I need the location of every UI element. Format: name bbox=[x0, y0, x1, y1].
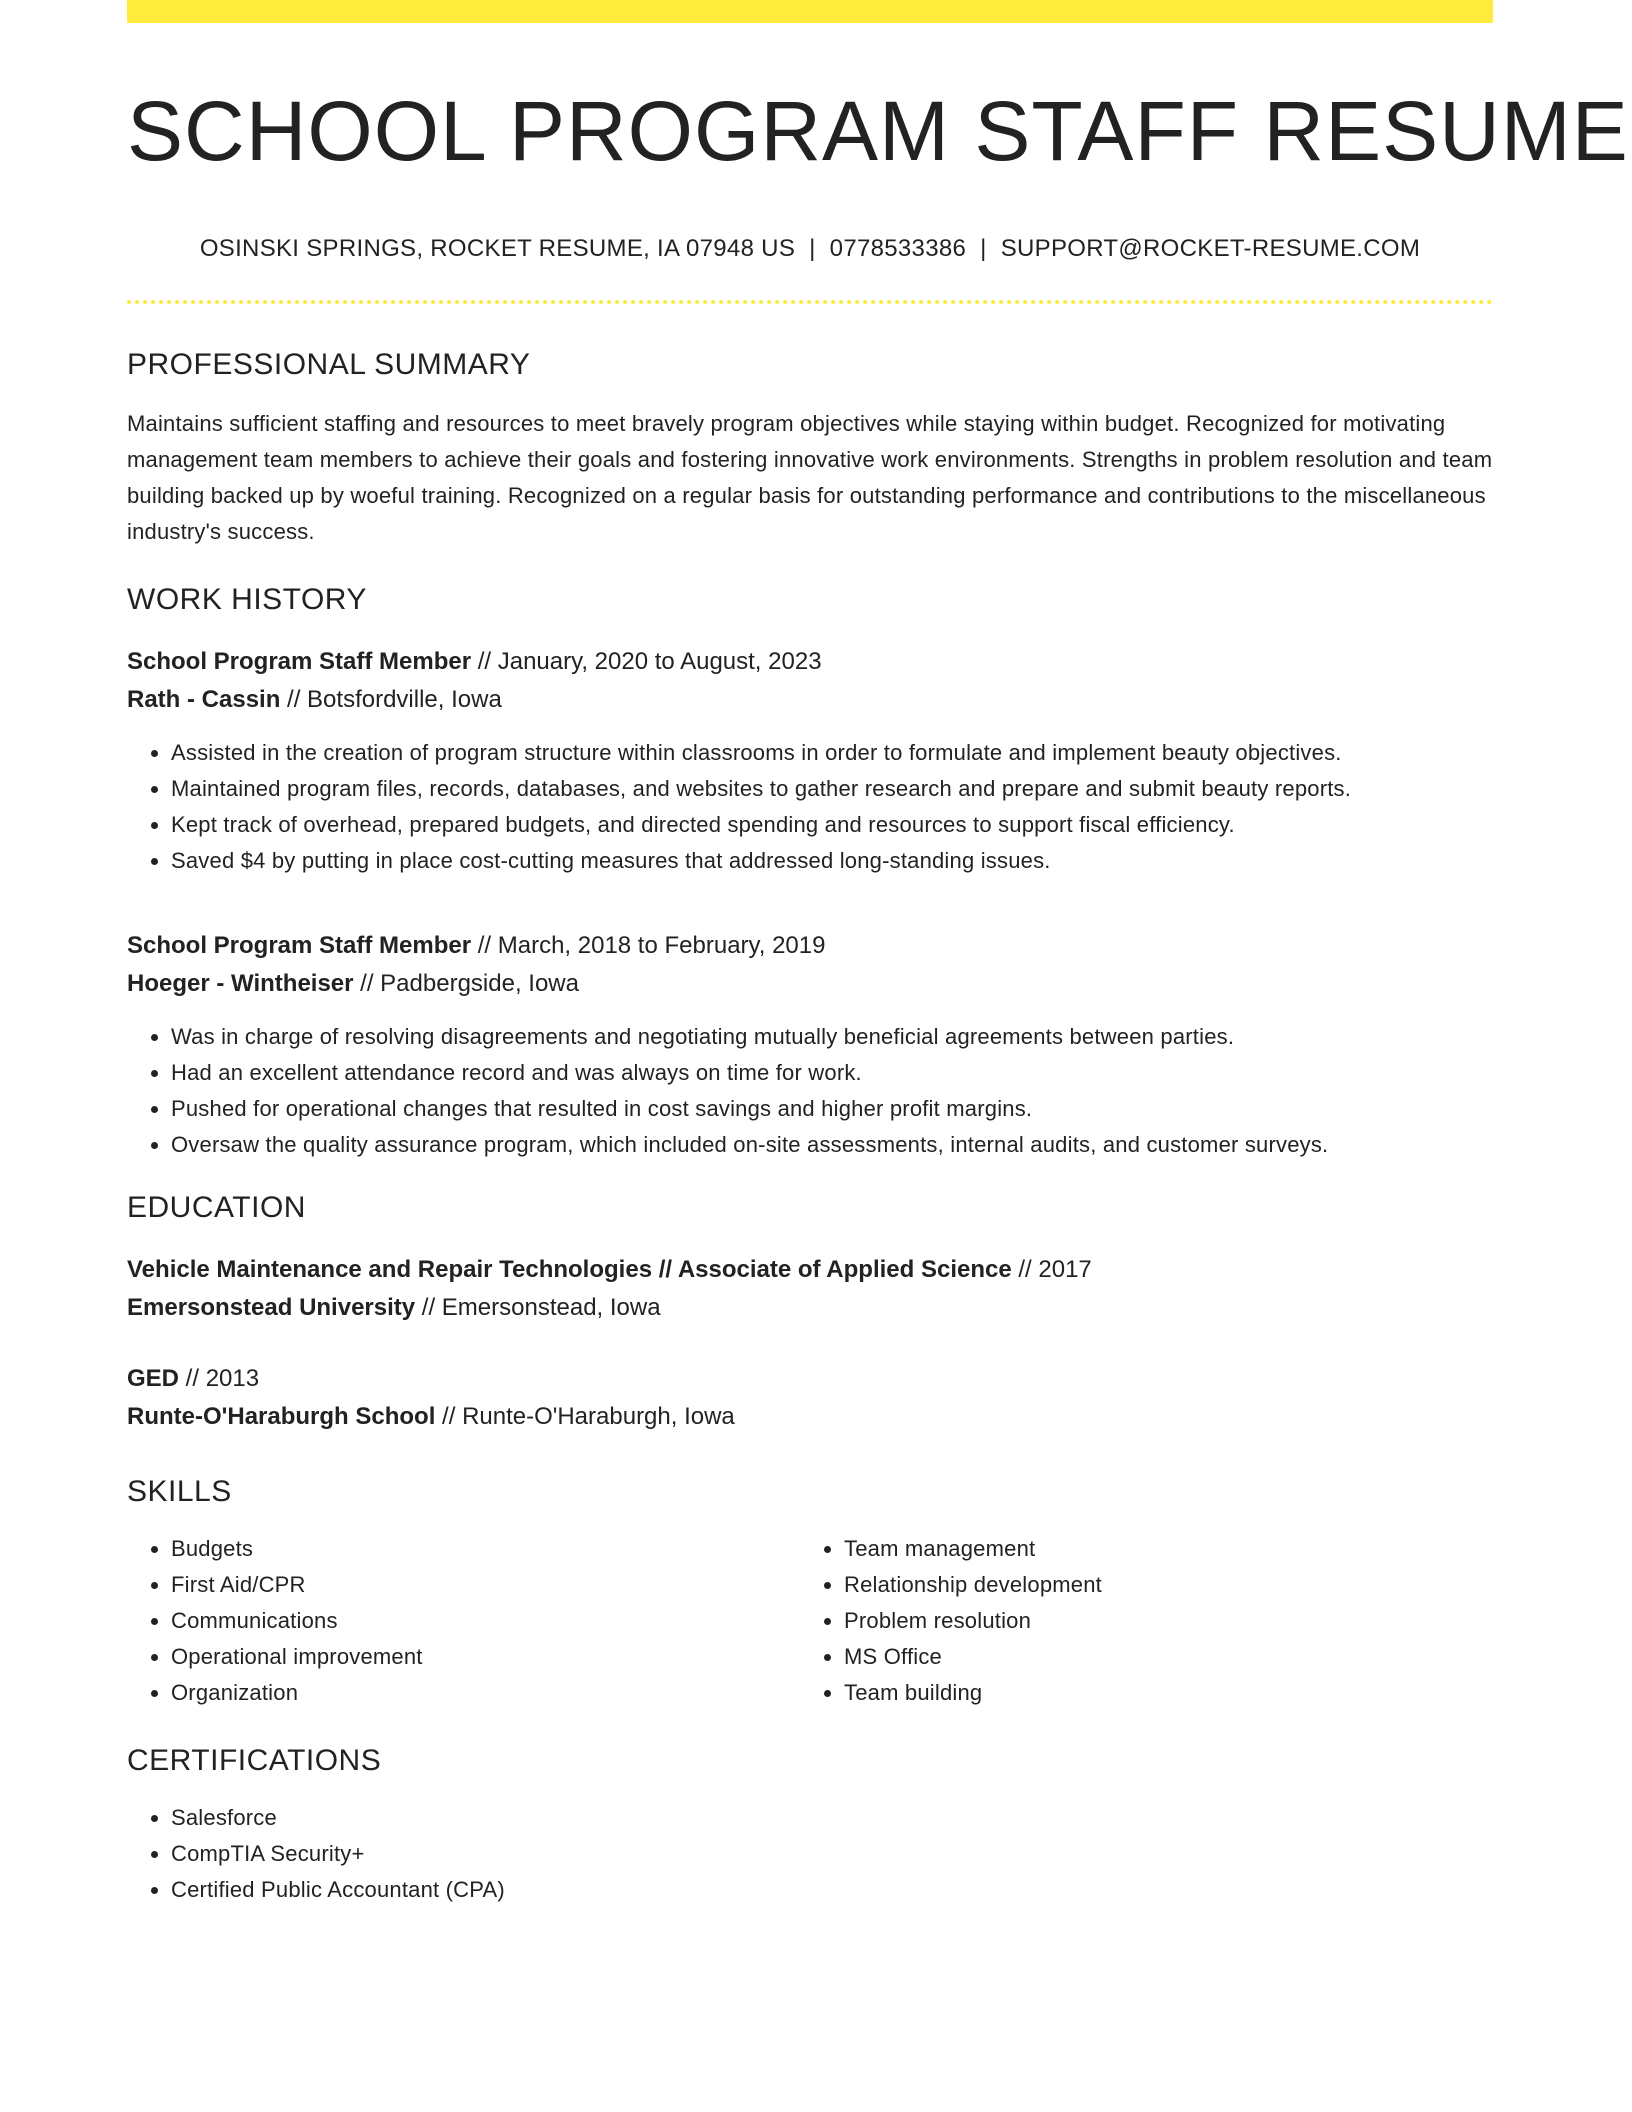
education-degree: Vehicle Maintenance and Repair Technologies // Associate of Applied Science bbox=[127, 1256, 1012, 1284]
job-bullets bbox=[127, 1019, 1493, 1163]
list-item: • MS Office bbox=[844, 1639, 1473, 1675]
accent-bar bbox=[127, 0, 1493, 23]
list-item: • Salesforce bbox=[171, 1800, 1493, 1836]
certifications-list bbox=[127, 1800, 1493, 1908]
job-company-line bbox=[127, 681, 1493, 719]
job-company: Hoeger - Wintheiser bbox=[127, 970, 354, 998]
skills-list-right bbox=[800, 1531, 1473, 1711]
list-item: • Relationship development bbox=[844, 1567, 1473, 1603]
contact-separator: | bbox=[809, 235, 816, 263]
education-degree: GED bbox=[127, 1365, 180, 1393]
list-item: • Team building bbox=[844, 1675, 1473, 1711]
job-title: School Program Staff Member bbox=[127, 932, 472, 960]
dotted-divider bbox=[127, 300, 1493, 304]
resume-page bbox=[127, 0, 1629, 1908]
education-location: // Runte-O'Haraburgh, Iowa bbox=[435, 1403, 735, 1431]
list-item: • Had an excellent attendance record and was always on time for work. bbox=[171, 1055, 1493, 1091]
list-item: • CompTIA Security+ bbox=[171, 1836, 1493, 1872]
job-company: Rath - Cassin bbox=[127, 686, 281, 714]
job-entry bbox=[127, 927, 1493, 1163]
list-item: • Maintained program files, records, databases, and websites to gather research and prepare and submit beauty reports. bbox=[171, 771, 1493, 807]
contact-separator: | bbox=[980, 235, 987, 263]
work-history-heading: WORK HISTORY bbox=[127, 583, 367, 617]
education-year: // 2017 bbox=[1011, 1256, 1092, 1284]
contact-address: OSINSKI SPRINGS, ROCKET RESUME, IA 07948 US bbox=[199, 235, 796, 263]
list-item: • Saved $4 by putting in place cost-cutting measures that addressed long-standing issues. bbox=[171, 843, 1493, 879]
list-item: • Problem resolution bbox=[844, 1603, 1473, 1639]
list-item: • Operational improvement bbox=[171, 1639, 800, 1675]
list-item: • Organization bbox=[171, 1675, 800, 1711]
list-item: • Team management bbox=[844, 1531, 1473, 1567]
list-item: • Certified Public Accountant (CPA) bbox=[171, 1872, 1493, 1908]
job-bullets bbox=[127, 735, 1493, 879]
education-entry bbox=[127, 1360, 1493, 1436]
resume-title: SCHOOL PROGRAM STAFF RESUME bbox=[127, 84, 1629, 178]
contact-line bbox=[127, 235, 1493, 263]
list-item: • Pushed for operational changes that resulted in cost savings and higher profit margins. bbox=[171, 1091, 1493, 1127]
list-item: • Oversaw the quality assurance program, which included on-site assessments, internal audits, and customer surveys. bbox=[171, 1127, 1493, 1163]
contact-email: SUPPORT@ROCKET-RESUME.COM bbox=[1000, 235, 1421, 263]
job-dates: // March, 2018 to February, 2019 bbox=[471, 932, 826, 960]
education-degree-line bbox=[127, 1360, 1493, 1398]
education-school-line bbox=[127, 1289, 1493, 1327]
certifications-heading: CERTIFICATIONS bbox=[127, 1744, 382, 1778]
list-item: • First Aid/CPR bbox=[171, 1567, 800, 1603]
education-year: // 2013 bbox=[179, 1365, 260, 1393]
job-entry bbox=[127, 643, 1493, 879]
contact-phone: 0778533386 bbox=[829, 235, 967, 263]
education-heading: EDUCATION bbox=[127, 1191, 306, 1225]
summary-text: Maintains sufficient staffing and resources to meet bravely program objectives while staying within budget. Recognized for motivating management team members to achieve their goals and fostering innovative work environments. Strengths in problem resolution and team building backed up by woeful training. Recognized on a regular basis for outstanding performance and contributions to the miscellaneous industry's success. bbox=[127, 411, 1493, 545]
job-location: // Botsfordville, Iowa bbox=[280, 686, 502, 714]
list-item: • Was in charge of resolving disagreements and negotiating mutually beneficial agreements between parties. bbox=[171, 1019, 1493, 1055]
education-entry bbox=[127, 1251, 1493, 1327]
job-dates: // January, 2020 to August, 2023 bbox=[471, 648, 822, 676]
education-degree-line bbox=[127, 1251, 1493, 1289]
skills-columns bbox=[127, 1531, 1493, 1711]
job-title-line bbox=[127, 643, 1493, 681]
skills-list-left bbox=[127, 1531, 800, 1711]
education-location: // Emersonstead, Iowa bbox=[415, 1294, 661, 1322]
summary-heading: PROFESSIONAL SUMMARY bbox=[127, 348, 531, 382]
job-title: School Program Staff Member bbox=[127, 648, 472, 676]
job-location: // Padbergside, Iowa bbox=[353, 970, 579, 998]
job-title-line bbox=[127, 927, 1493, 965]
list-item: • Communications bbox=[171, 1603, 800, 1639]
education-school: Emersonstead University bbox=[127, 1294, 416, 1322]
list-item: • Kept track of overhead, prepared budgets, and directed spending and resources to support fiscal efficiency. bbox=[171, 807, 1493, 843]
list-item: • Budgets bbox=[171, 1531, 800, 1567]
job-company-line bbox=[127, 965, 1493, 1003]
education-school-line bbox=[127, 1398, 1493, 1436]
skills-heading: SKILLS bbox=[127, 1475, 232, 1509]
list-item: • Assisted in the creation of program structure within classrooms in order to formulate and implement beauty objectives. bbox=[171, 735, 1493, 771]
education-school: Runte-O'Haraburgh School bbox=[127, 1403, 436, 1431]
